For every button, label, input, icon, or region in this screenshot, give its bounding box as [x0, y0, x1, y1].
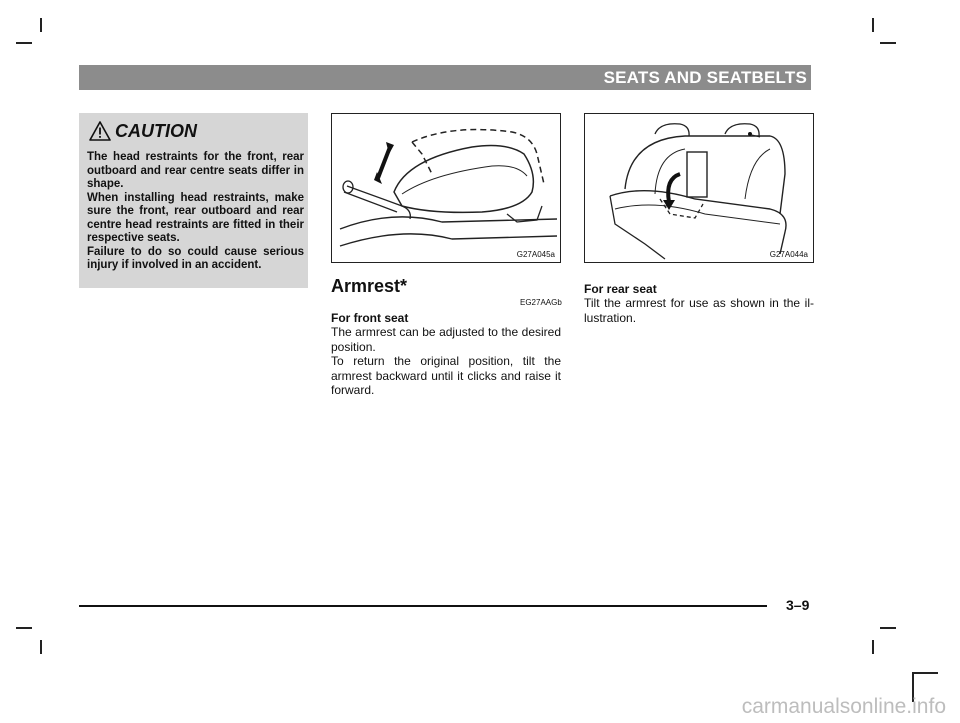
section-code: EG27AAGb [520, 298, 562, 307]
caution-line: The head restraints for the front, rear outboard and rear centre seats differ in shape. [87, 151, 304, 190]
figure-caption: G27A045a [516, 250, 555, 259]
body-paragraph: Tilt the armrest for use as shown in the il-lustration. [584, 296, 814, 325]
section-title: SEATS AND SEATBELTS [603, 68, 807, 87]
crop-mark [872, 640, 874, 654]
crop-mark [40, 640, 42, 654]
rear-seat-text [584, 296, 814, 325]
front-seat-text [331, 325, 561, 398]
front-armrest-illustration [331, 113, 561, 263]
body-paragraph: To return the original position, tilt the armrest backward until it clicks and raise it forward. [331, 354, 561, 397]
rear-seat-drawing [585, 114, 812, 261]
caution-title: CAUTION [115, 121, 197, 141]
crop-mark [912, 672, 938, 674]
footer-rule [79, 605, 767, 607]
crop-mark [40, 18, 42, 32]
warning-triangle-icon [89, 121, 111, 141]
watermark: carmanualsonline.info [741, 695, 946, 718]
crop-mark [16, 42, 32, 44]
rear-seat-heading: For rear seat [584, 282, 657, 296]
crop-mark [880, 42, 896, 44]
armrest-heading: Armrest* [331, 276, 408, 296]
caution-text [87, 151, 304, 273]
figure-caption: G27A044a [769, 250, 808, 259]
rear-armrest-illustration [584, 113, 814, 263]
caution-line: When installing head restraints, make sure the front, rear outboard and rear centre head restraints are fitted in their respective seats. [87, 191, 304, 244]
page-number: 3–9 [786, 597, 810, 613]
section-header-band [79, 65, 811, 90]
body-paragraph: The armrest can be adjusted to the desired position. [331, 325, 561, 354]
caution-line: Failure to do so could cause serious injury if involved in an accident. [87, 245, 304, 271]
crop-mark [872, 18, 874, 32]
front-seat-heading: For front seat [331, 311, 409, 325]
crop-mark [880, 627, 896, 629]
front-armrest-drawing [332, 114, 559, 261]
crop-mark [16, 627, 32, 629]
caution-box [79, 113, 308, 288]
